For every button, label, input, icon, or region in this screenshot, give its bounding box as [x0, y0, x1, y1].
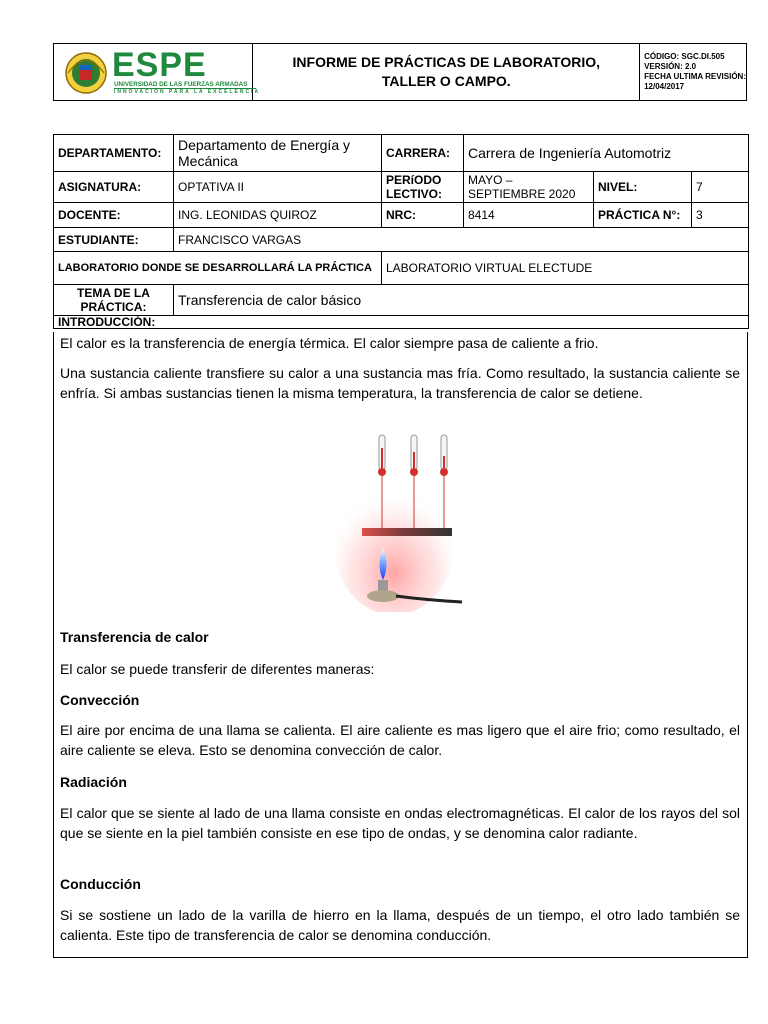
heat-transfer-illustration [336, 430, 466, 612]
table-row [54, 135, 749, 172]
title-line-1: INFORME DE PRÁCTICAS DE LABORATORIO, [292, 54, 601, 70]
estudiante-label: ESTUDIANTE: [54, 228, 174, 252]
nivel-label: NIVEL: [594, 172, 692, 203]
logo-cell [54, 44, 261, 100]
doc-version: VERSIÓN: 2.0 [644, 62, 697, 71]
nrc-value: 8414 [464, 203, 594, 228]
document-metadata [640, 44, 746, 100]
carrera-label: CARRERA: [382, 135, 464, 172]
departamento-value: Departamento de Energía y Mecánica [174, 135, 382, 172]
table-row [54, 203, 749, 228]
carrera-value: Carrera de Ingeniería Automotriz [464, 135, 749, 172]
radiation-paragraph: El calor que se siente al lado de una llama consiste en ondas electromagnéticas. El calor de los rayos del sol que se siente en la piel también consiste en ese tipo de ondas, y se denomina calor radiante. [60, 805, 740, 841]
asignatura-label: ASIGNATURA: [54, 172, 174, 203]
doc-code: CÓDIGO: SGC.DI.505 [644, 52, 725, 61]
laboratorio-label: LABORATORIO DONDE SE DESARROLLARÁ LA PRÁCTICA [54, 252, 382, 285]
transfer-paragraph: El calor se puede transferir de diferentes maneras: [60, 661, 375, 677]
convection-paragraph: El aire por encima de una llama se calienta. El aire caliente es mas ligero que el aire frio; como resultado, el aire caliente se eleva. Esto se denomina convección de calor. [60, 722, 740, 758]
document-title [253, 44, 640, 100]
table-row [54, 316, 749, 329]
departamento-label: DEPARTAMENTO: [54, 135, 174, 172]
document-header [53, 43, 747, 101]
conduction-paragraph: Si se sostiene un lado de la varilla de hierro en la llama, después de un tiempo, el otro lado también se calienta. Este tipo de transferencia de calor se denomina conducción. [60, 907, 740, 943]
logo-tagline: INNOVACIÓN PARA LA EXCELENCIA [114, 89, 261, 95]
section-heading-conduction: Conducción [60, 876, 141, 892]
table-row [54, 252, 749, 285]
practica-value: 3 [692, 203, 749, 228]
periodo-label: PERíODO LECTIVO: [382, 172, 464, 203]
logo-subtitle: UNIVERSIDAD DE LAS FUERZAS ARMADAS [114, 81, 248, 88]
periodo-value: MAYO – SEPTIEMBRE 2020 [464, 172, 594, 203]
university-seal-icon [64, 50, 108, 96]
table-row [54, 172, 749, 203]
title-line-2: TALLER O CAMPO. [381, 73, 511, 89]
table-row [54, 285, 749, 316]
tema-label: TEMA DE LA PRÁCTICA: [54, 285, 174, 316]
introduccion-label: INTRODUCCIÓN: [54, 316, 749, 329]
doc-revision-label: FECHA ULTIMA REVISIÓN: [644, 72, 746, 81]
logo-text: ESPE [112, 46, 207, 84]
section-heading-transfer: Transferencia de calor [60, 629, 209, 645]
asignatura-value: OPTATIVA II [174, 172, 382, 203]
doc-revision-date: 12/04/2017 [644, 82, 685, 91]
iron-rod [362, 528, 452, 536]
section-heading-radiation: Radiación [60, 774, 127, 790]
tema-value: Transferencia de calor básico [174, 285, 749, 316]
section-heading-convection: Convección [60, 692, 140, 708]
nivel-value: 7 [692, 172, 749, 203]
docente-label: DOCENTE: [54, 203, 174, 228]
practica-label: PRÁCTICA N°: [594, 203, 692, 228]
nrc-label: NRC: [382, 203, 464, 228]
table-row [54, 228, 749, 252]
estudiante-value: FRANCISCO VARGAS [174, 228, 749, 252]
intro-paragraph-1: El calor es la transferencia de energía térmica. El calor siempre pasa de caliente a frio. [60, 335, 599, 351]
laboratorio-value: LABORATORIO VIRTUAL ELECTUDE [382, 252, 749, 285]
info-table [53, 134, 749, 329]
docente-value: ING. LEONIDAS QUIROZ [174, 203, 382, 228]
heat-glow [336, 475, 454, 612]
intro-paragraph-2: Una sustancia caliente transfiere su calor a una sustancia mas fría. Como resultado, la sustancia caliente se enfría. Si ambas sustancias tienen la misma temperatura, la transferencia de calor se detiene. [60, 365, 740, 401]
